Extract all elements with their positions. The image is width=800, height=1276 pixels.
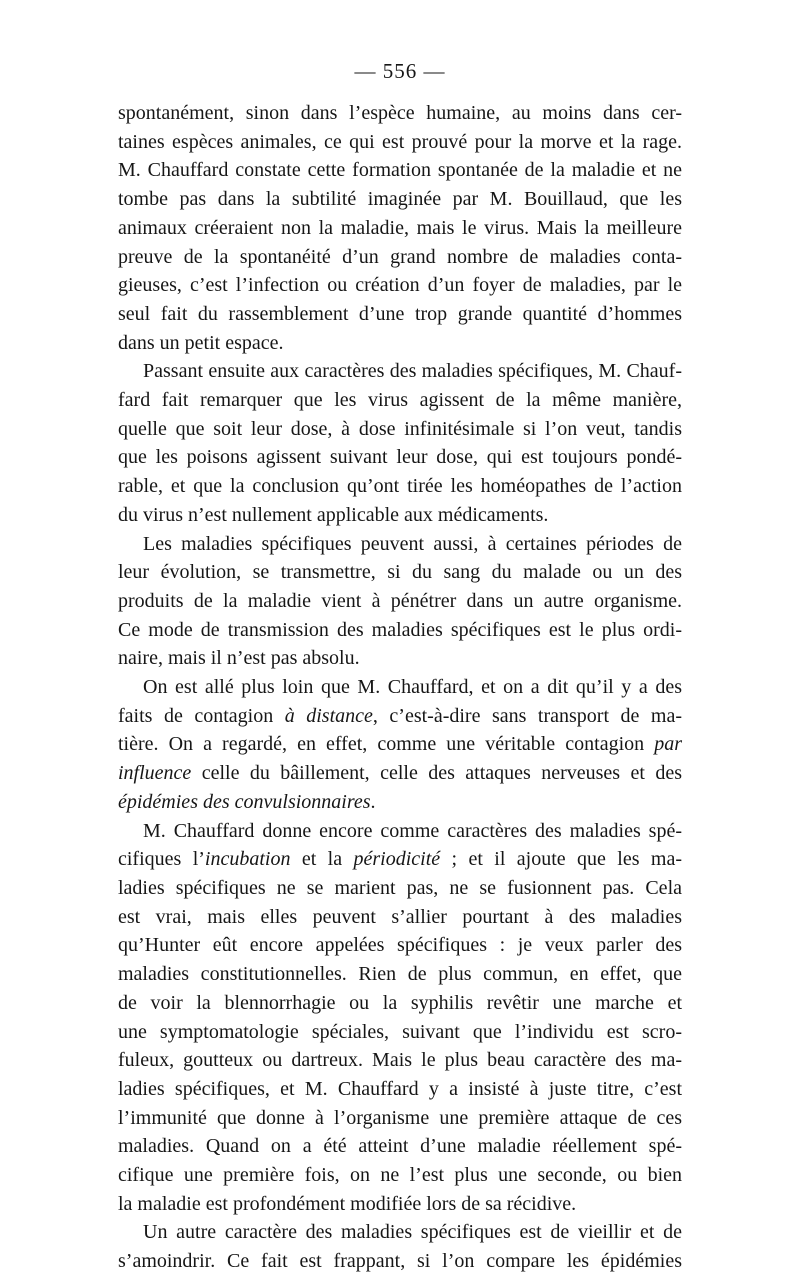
text-line: tombe pas dans la subtilité imaginée par M. Bouillaud, que les <box>118 188 682 211</box>
text-line: Passant ensuite aux caractères des maladies spécifiques, M. Chauf- <box>143 360 682 383</box>
text-line: la maladie est profondément modifiée lors de sa récidive. <box>118 1192 577 1215</box>
text-line: dans un petit espace. <box>118 331 284 354</box>
text-line: cifiques l’incubation et la périodicité ; et il ajoute que les ma- <box>118 848 682 871</box>
paragraph <box>118 530 682 674</box>
text-line: preuve de la spontanéité d’un grand nombre de maladies conta- <box>118 245 682 268</box>
text-line: seul fait du rassemblement d’une trop grande quantité d’hommes <box>118 302 682 325</box>
text-line: rable, et que la conclusion qu’ont tirée les homéopathes de l’action <box>118 475 682 498</box>
text-line: maladies constitutionnelles. Rien de plus commun, en effet, que <box>118 963 682 986</box>
text-line: une symptomatologie spéciales, suivant que l’individu est scro- <box>118 1020 682 1043</box>
text-line: fard fait remarquer que les virus agissent de la même manière, <box>118 389 682 412</box>
text-line: Ce mode de transmission des maladies spécifiques est le plus ordi- <box>118 618 682 641</box>
text-line: On est allé plus loin que M. Chauffard, et on a dit qu’il y a des <box>143 676 682 699</box>
text-line: influence celle du bâillement, celle des attaques nerveuses et des <box>118 762 682 785</box>
text-line: s’amoindrir. Ce fait est frappant, si l’on compare les épidémies <box>118 1250 682 1273</box>
text-line: cifique une première fois, on ne l’est plus une seconde, ou bien <box>118 1164 682 1187</box>
text-line: M. Chauffard donne encore comme caractères des maladies spé- <box>143 819 682 842</box>
text-line: faits de contagion à distance, c’est-à-dire sans transport de ma- <box>118 704 682 727</box>
page-number: — 556 — <box>354 59 446 83</box>
text-line: fuleux, goutteux ou dartreux. Mais le plus beau caractère des ma- <box>118 1049 682 1072</box>
text-line: l’immunité que donne à l’organisme une première attaque de ces <box>118 1106 682 1129</box>
text-line: de voir la blennorrhagie ou la syphilis revêtir une marche et <box>118 991 682 1014</box>
text-line: ladies spécifiques ne se marient pas, ne se fusionnent pas. Cela <box>118 876 682 899</box>
body-text <box>118 99 682 1276</box>
paragraph <box>118 673 682 817</box>
paragraph <box>118 357 682 529</box>
text-line: tière. On a regardé, en effet, comme une véritable contagion par <box>118 733 682 756</box>
paragraph <box>118 99 682 357</box>
text-line: leur évolution, se transmettre, si du sang du malade ou un des <box>118 561 682 584</box>
text-line: du virus n’est nullement applicable aux médicaments. <box>118 503 549 526</box>
text-line: taines espèces animales, ce qui est prouvé pour la morve et la rage. <box>118 130 682 153</box>
text-line: Les maladies spécifiques peuvent aussi, à certaines périodes de <box>143 532 682 555</box>
text-line: produits de la maladie vient à pénétrer dans un autre organisme. <box>118 589 682 612</box>
text-line: Un autre caractère des maladies spécifiques est de vieillir et de <box>143 1221 682 1244</box>
text-line: spontanément, sinon dans l’espèce humaine, au moins dans cer- <box>118 102 682 124</box>
text-line: épidémies des convulsionnaires. <box>118 790 376 813</box>
text-line: quelle que soit leur dose, à dose infinitésimale si l’on veut, tandis <box>118 417 682 440</box>
text-line: est vrai, mais elles peuvent s’allier pourtant à des maladies <box>118 905 682 928</box>
document-page <box>118 56 682 1276</box>
text-line: M. Chauffard constate cette formation spontanée de la maladie et ne <box>118 159 682 182</box>
text-line: ladies spécifiques, et M. Chauffard y a insisté à juste titre, c’est <box>118 1077 682 1100</box>
text-line: maladies. Quand on a été atteint d’une maladie réellement spé- <box>118 1135 682 1158</box>
text-line: gieuses, c’est l’infection ou création d’un foyer de maladies, par le <box>118 274 682 297</box>
paragraph <box>118 1218 682 1275</box>
text-line: que les poisons agissent suivant leur dose, qui est toujours pondé- <box>118 446 682 469</box>
paragraph <box>118 817 682 1219</box>
text-line: qu’Hunter eût encore appelées spécifiques : je veux parler des <box>118 934 682 957</box>
text-line: naire, mais il n’est pas absolu. <box>118 647 360 670</box>
text-line: animaux créeraient non la maladie, mais le virus. Mais la meilleure <box>118 216 682 239</box>
